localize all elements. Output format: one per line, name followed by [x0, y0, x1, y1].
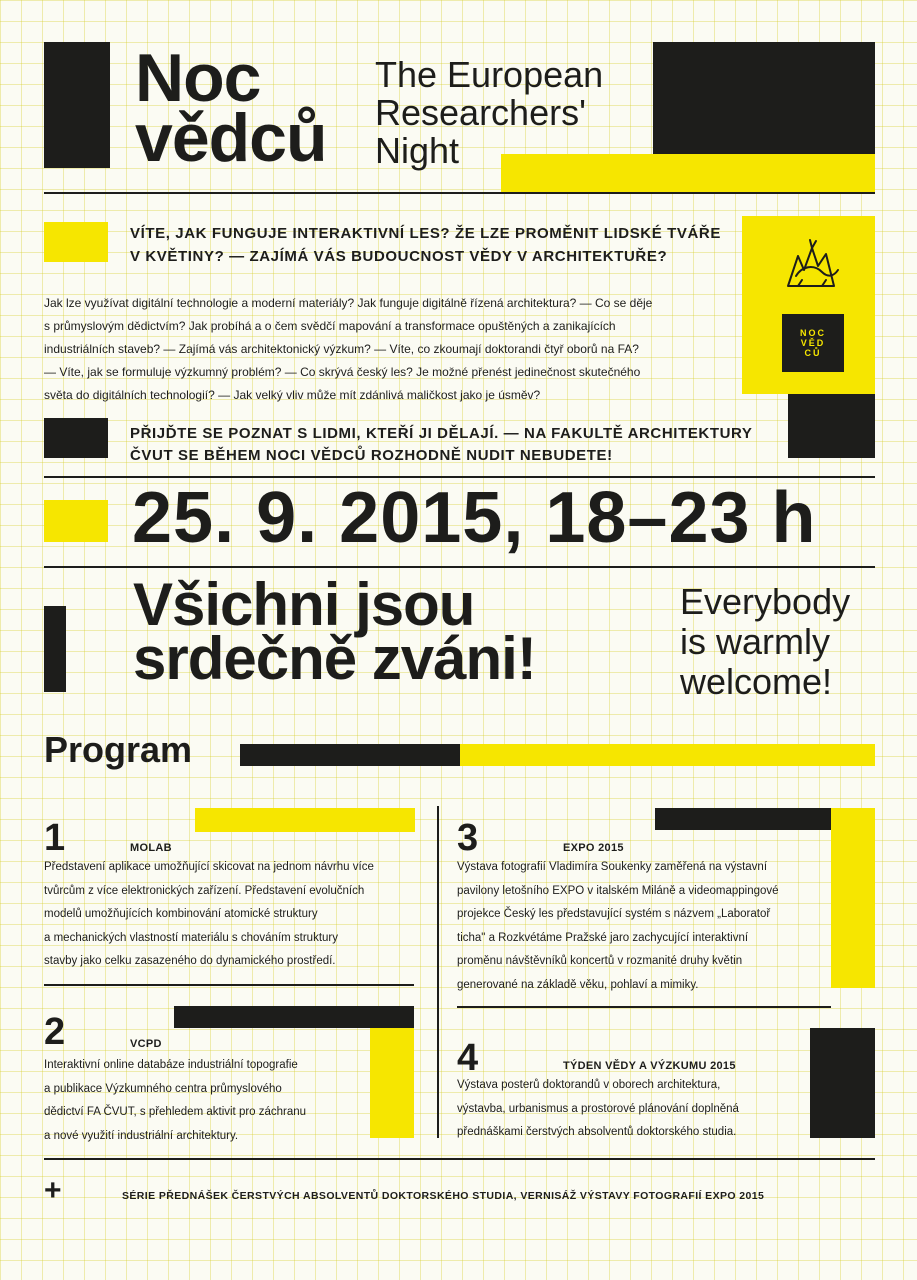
program-item4-title: TÝDEN VĚDY A VÝZKUMU 2015 — [563, 1060, 736, 1072]
header-black-block-right — [653, 42, 875, 168]
title-en-line3: Night — [375, 130, 460, 171]
program-item3-line3: projekce Český les představující systém s názvem „Laboratoř — [457, 908, 771, 920]
program-item2-line4: a nové využití industriální architektury. — [44, 1129, 239, 1142]
intro-question — [130, 222, 721, 268]
intro-body-line1: Jak lze využívat digitální technologie a moderní materiály? Jak funguje digitálně řízená architektura? — Co se děje — [44, 296, 653, 310]
program-item3-text — [457, 856, 827, 997]
header-black-block-left — [44, 42, 110, 168]
title-cz-line2: vědců — [135, 100, 327, 176]
item2-black-bar — [174, 1006, 414, 1028]
welcome-en — [680, 582, 850, 702]
program-item1-line5: stavby jako celku zasazeného do dynamického prostředí. — [44, 955, 336, 967]
title-cz-line1: Noc — [135, 40, 261, 116]
noc-vedcu-logo-box — [782, 314, 844, 372]
intro-body-line3: industriálních staveb? — Zajímá vás architektonický výzkum? — Víte, co zkoumají doktorandi čtyř oborů na FA? — [44, 342, 639, 356]
welcome-en-line2: is warmly — [680, 621, 830, 662]
invite-text — [130, 423, 753, 467]
welcome-black-block — [44, 606, 66, 692]
header-rule — [44, 192, 875, 194]
intro-question-line1: VÍTE, JAK FUNGUJE INTERAKTIVNÍ LES? ŽE LZE PROMĚNIT LIDSKÉ TVÁŘE — [130, 225, 721, 242]
program-item1-text — [44, 856, 424, 974]
event-date: 25. 9. 2015, 18–23 h — [132, 478, 817, 558]
program-item2-title: VCPD — [130, 1038, 162, 1050]
welcome-en-line3: welcome! — [680, 661, 833, 702]
program-item4-text — [457, 1074, 802, 1145]
welcome-cz — [133, 571, 536, 692]
program-item1-line2: tvůrcům z více elektronických zařízení. Představení evolučních — [44, 884, 365, 897]
intro-body-line2: s průmyslovým dědictvím? Jak probíhá a o čem svědčí mapování a transformace opuštěných a zanikajících — [44, 319, 616, 333]
item3-black-bar — [655, 808, 831, 830]
program-item3-title: EXPO 2015 — [563, 842, 624, 854]
logo-box-line1: NOC — [800, 328, 826, 338]
date-yellow-block — [44, 500, 108, 542]
title-en — [375, 56, 603, 170]
program-item3-line2: pavilony letošního EXPO v italském Miláně a videomappingové — [457, 884, 779, 897]
program-item2-line2: a publikace Výzkumného centra průmyslového — [44, 1082, 282, 1095]
invite-line1: PŘIJĎTE SE POZNAT S LIDMI, KTEŘÍ JI DĚLAJÍ. — NA FAKULTĚ ARCHITEKTURY — [130, 425, 753, 442]
intro-question-line2: V KVĚTINY? — ZAJÍMÁ VÁS BUDOUCNOST VĚDY V ARCHITEKTUŘE? — [130, 248, 668, 265]
footer-plus-icon: + — [44, 1174, 62, 1207]
title-en-line1: The European — [375, 54, 604, 95]
item2-yellow-column — [370, 1028, 414, 1138]
title-cz — [135, 40, 327, 176]
intro-yellow-block — [44, 222, 108, 262]
program-item1-line1: Představení aplikace umožňující skicovat na jednom návrhu více — [44, 861, 374, 873]
invite-black-block-left — [44, 418, 108, 458]
item3-yellow-column — [831, 808, 875, 988]
welcome-cz-line2: srdečně zváni! — [133, 625, 536, 692]
item1-yellow-bar — [195, 808, 415, 832]
program-item2-line3: dědictví FA ČVUT, s přehledem aktivit pro záchranu — [44, 1106, 307, 1118]
logo-box-line3: CŮ — [804, 348, 822, 358]
welcome-en-line1: Everybody — [680, 581, 851, 622]
item4-black-block — [810, 1028, 875, 1138]
date-rule — [44, 566, 875, 568]
program-item3-line5: proměnu návštěvníků koncertů v rozmanité druhy květin — [457, 955, 743, 967]
logo-box-line2: VĚD — [800, 338, 826, 348]
item3-rule — [457, 1006, 831, 1008]
program-item3-number: 3 — [457, 817, 479, 859]
program-item2-line1: Interaktivní online databáze industriální topografie — [44, 1059, 298, 1071]
program-black-bar — [240, 744, 460, 766]
program-item2-text — [44, 1054, 374, 1148]
invite-black-block-right — [788, 394, 875, 458]
program-column-divider — [437, 806, 439, 1138]
lion-logo-icon — [782, 236, 844, 292]
intro-body-line4: — Víte, jak se formuluje výzkumný problém? — Co skrývá český les? Je možné přenést jedinečnost skutečného — [44, 365, 641, 379]
welcome-cz-line1: Všichni jsou — [133, 571, 475, 638]
intro-body-line5: světa do digitálních technologií? — Jak velký vliv může mít zdánlivá maličkost jako je úsměv? — [44, 388, 541, 402]
program-item4-line3: přednáškami čerstvých absolventů doktorského studia. — [457, 1126, 737, 1138]
program-item2-number: 2 — [44, 1011, 66, 1053]
program-item4-line1: Výstava posterů doktorandů v oborech architektura, — [457, 1079, 721, 1091]
program-item1-line3: modelů umožňujících kombinování atomické struktury — [44, 908, 318, 920]
program-item1-title: MOLAB — [130, 842, 172, 854]
program-item3-line6: generované na základě věku, pohlaví a mimiky. — [457, 978, 699, 991]
title-en-line2: Researchers' — [375, 92, 586, 133]
footer-rule — [44, 1158, 875, 1160]
program-item4-number: 4 — [457, 1037, 479, 1079]
invite-line2: ČVUT SE BĚHEM NOCI VĚDCŮ ROZHODNĚ NUDIT NEBUDETE! — [130, 447, 613, 464]
item1-rule — [44, 984, 414, 986]
program-yellow-bar — [460, 744, 875, 766]
program-item1-line4: a mechanických vlastností materiálu s chováním struktury — [44, 931, 339, 944]
program-item1-number: 1 — [44, 817, 66, 859]
program-item4-line2: výstavba, urbanismus a prostorové plánování doplněná — [457, 1102, 739, 1115]
program-item3-line4: ticha" a Rozkvétáme Pražské jaro zachycující interaktivní — [457, 931, 749, 944]
program-heading: Program — [44, 729, 193, 770]
program-item3-line1: Výstava fotografií Vladimíra Soukenky zaměřená na výstavní — [457, 861, 768, 873]
intro-body — [44, 292, 744, 407]
footer-text: SÉRIE PŘEDNÁŠEK ČERSTVÝCH ABSOLVENTŮ DOKTORSKÉHO STUDIA, VERNISÁŽ VÝSTAVY FOTOGRAFIÍ EXPO 2015 — [122, 1190, 765, 1202]
